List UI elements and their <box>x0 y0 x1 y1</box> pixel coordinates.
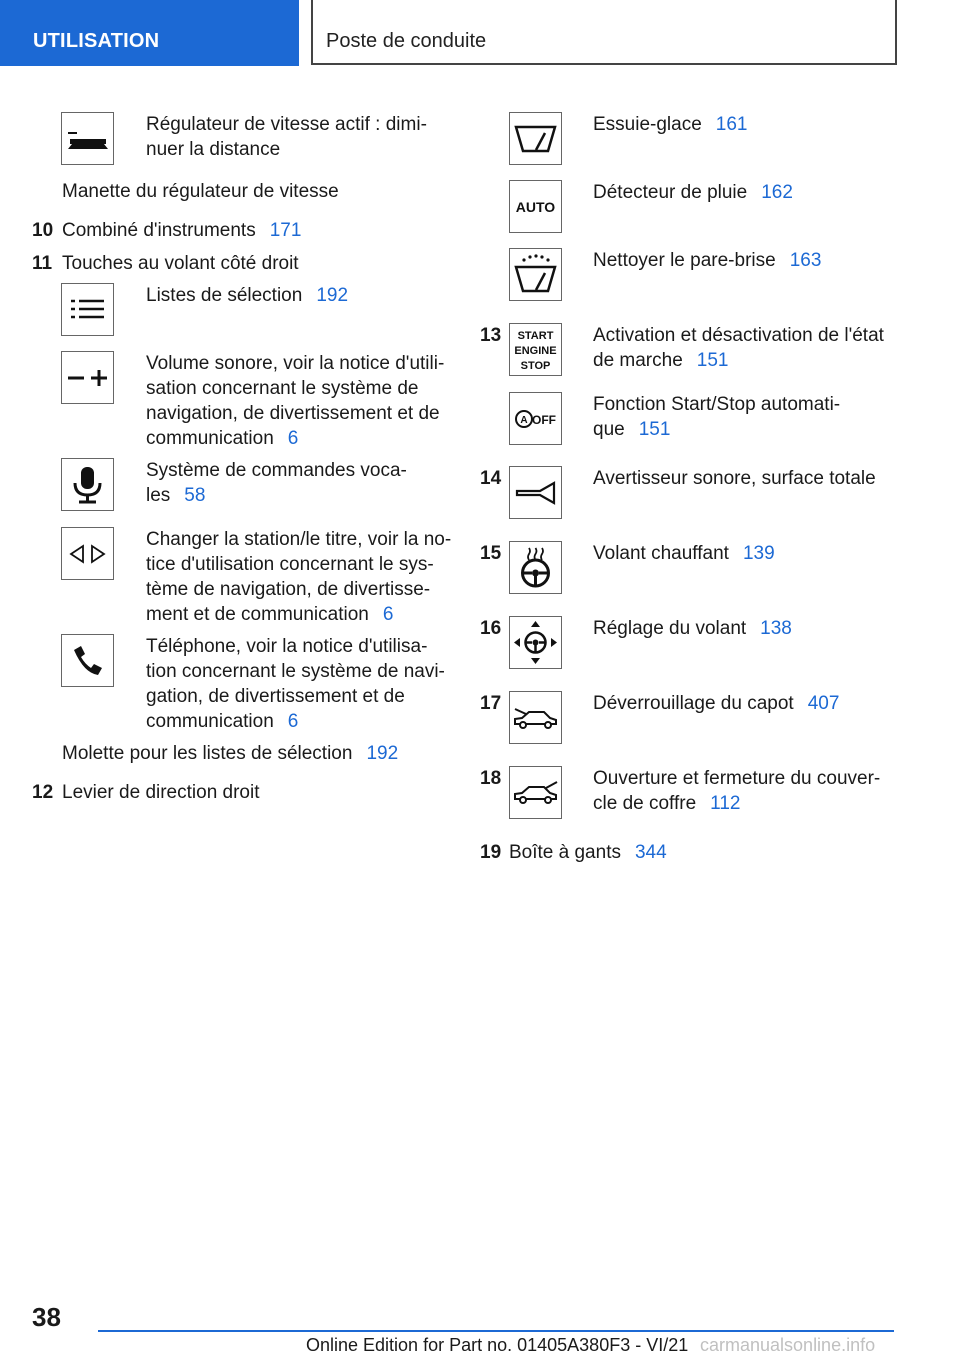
volume-text: Volume sonore, voir la notice d'utili- <box>146 353 445 374</box>
page-ref-link[interactable]: 6 <box>287 711 299 732</box>
auto-icon <box>509 180 562 233</box>
page-ref-link[interactable]: 162 <box>761 182 793 203</box>
page-number: 38 <box>32 1302 61 1332</box>
volume-text: sation concernant le système de <box>146 378 419 399</box>
wiper-text: Essuie-glace 161 <box>593 114 748 135</box>
phone-text: tion concernant le système de navi- <box>146 661 445 682</box>
chapter-box <box>311 0 897 65</box>
page-ref-link[interactable]: 344 <box>634 842 667 863</box>
item-number: 15 <box>480 543 502 564</box>
item12-text: Levier de direction droit <box>62 782 260 803</box>
page-ref-link[interactable]: 138 <box>760 618 792 639</box>
acc-distance-text: Régulateur de vitesse actif : dimi- <box>146 114 427 135</box>
volume-icon <box>61 351 114 404</box>
page-ref-link[interactable]: 6 <box>382 604 394 625</box>
footer-divider <box>98 1330 894 1332</box>
lists-text: Listes de sélection 192 <box>146 285 349 306</box>
list-icon <box>61 283 114 336</box>
off-icon-text: OFF <box>532 413 556 427</box>
wiper-icon <box>509 112 562 165</box>
washer-icon <box>509 248 562 301</box>
page-ref-link[interactable]: 407 <box>807 693 840 714</box>
start-icon-text: START <box>517 330 554 342</box>
trunk-text: Ouverture et fermeture du couver- <box>593 768 881 789</box>
item11-text: Touches au volant côté droit <box>62 253 299 274</box>
item-number: 18 <box>480 768 502 789</box>
page-ref-link[interactable]: 151 <box>638 419 671 440</box>
page-ref-link[interactable]: 161 <box>715 114 748 135</box>
item10-text: Combiné d'instruments 171 <box>62 220 302 241</box>
hood-icon <box>509 691 562 744</box>
start-text: Activation et désactivation de l'état <box>593 325 884 346</box>
page-ref-link[interactable]: 139 <box>742 543 775 564</box>
microphone-icon <box>61 458 114 511</box>
page-ref-link[interactable]: 171 <box>269 220 302 241</box>
page-ref-link[interactable]: 6 <box>287 428 299 449</box>
station-text: tice d'utilisation concernant le sys- <box>146 554 434 575</box>
horn-text: Avertisseur sonore, surface totale <box>593 468 876 489</box>
auto-start-stop-off-icon <box>509 392 562 445</box>
station-text: ment et de communication 6 <box>146 604 394 625</box>
steering-adjust-icon <box>509 616 562 669</box>
watermark: carmanualsonline.info <box>700 1335 876 1355</box>
station-text: Changer la station/le titre, voir la no- <box>146 529 452 550</box>
hood-text: Déverrouillage du capot 407 <box>593 693 840 714</box>
page-ref-link[interactable]: 192 <box>316 285 349 306</box>
voice-text: Système de commandes voca- <box>146 460 407 481</box>
chapter-title: Poste de conduite <box>326 30 487 52</box>
start-text: de marche 151 <box>593 350 729 371</box>
item-number: 14 <box>480 468 502 489</box>
volume-text: navigation, de divertissement et de <box>146 403 440 424</box>
svg-text:A: A <box>520 415 528 426</box>
cruise-lever-text: Manette du régulateur de vitesse <box>62 181 339 202</box>
engine-icon-text: ENGINE <box>514 345 557 357</box>
item-number: 11 <box>32 253 53 274</box>
item-number: 10 <box>32 220 54 241</box>
item-number: 19 <box>480 842 502 863</box>
auto-icon-text: AUTO <box>515 199 556 215</box>
phone-text: communication 6 <box>146 711 299 732</box>
item-number: 13 <box>480 325 502 346</box>
adjust-text: Réglage du volant 138 <box>593 618 792 639</box>
volume-text: communication 6 <box>146 428 299 449</box>
page-ref-link[interactable]: 192 <box>366 743 399 764</box>
stop-icon-text: STOP <box>520 360 551 372</box>
page-ref-link[interactable]: 112 <box>710 793 741 814</box>
acc-distance-text-2: nuer la distance <box>146 139 281 160</box>
item-number: 17 <box>480 693 502 714</box>
phone-text: Téléphone, voir la notice d'utilisa- <box>146 636 428 657</box>
phone-text: gation, de divertissement et de <box>146 686 405 707</box>
auto-text: que 151 <box>593 419 671 440</box>
start-stop-icon <box>509 323 562 376</box>
phone-icon <box>61 634 114 687</box>
section-tab <box>0 0 299 66</box>
section-title: UTILISATION <box>33 30 160 52</box>
station-text: tème de navigation, de divertisse- <box>146 579 431 600</box>
wheel-text: Molette pour les listes de sélection 192 <box>62 743 399 764</box>
acc-distance-icon <box>61 112 114 165</box>
heated-steering-icon <box>509 541 562 594</box>
trunk-icon <box>509 766 562 819</box>
item-number: 12 <box>32 782 54 803</box>
glove-text: Boîte à gants 344 <box>509 842 667 863</box>
page-ref-link[interactable]: 163 <box>789 250 822 271</box>
page-ref-link[interactable]: 151 <box>696 350 729 371</box>
rain-text: Détecteur de pluie 162 <box>593 182 793 203</box>
voice-text: les 58 <box>146 485 206 506</box>
edition-text: Online Edition for Part no. 01405A380F3 - VI/21 <box>306 1335 689 1355</box>
heat-text: Volant chauffant 139 <box>593 543 775 564</box>
page-ref-link[interactable]: 58 <box>184 485 206 506</box>
auto-text: Fonction Start/Stop automati- <box>593 394 841 415</box>
trunk-text: cle de coffre 112 <box>593 793 741 814</box>
horn-icon <box>509 466 562 519</box>
prev-next-icon <box>61 527 114 580</box>
item-number: 16 <box>480 618 502 639</box>
wash-text: Nettoyer le pare-brise 163 <box>593 250 822 271</box>
